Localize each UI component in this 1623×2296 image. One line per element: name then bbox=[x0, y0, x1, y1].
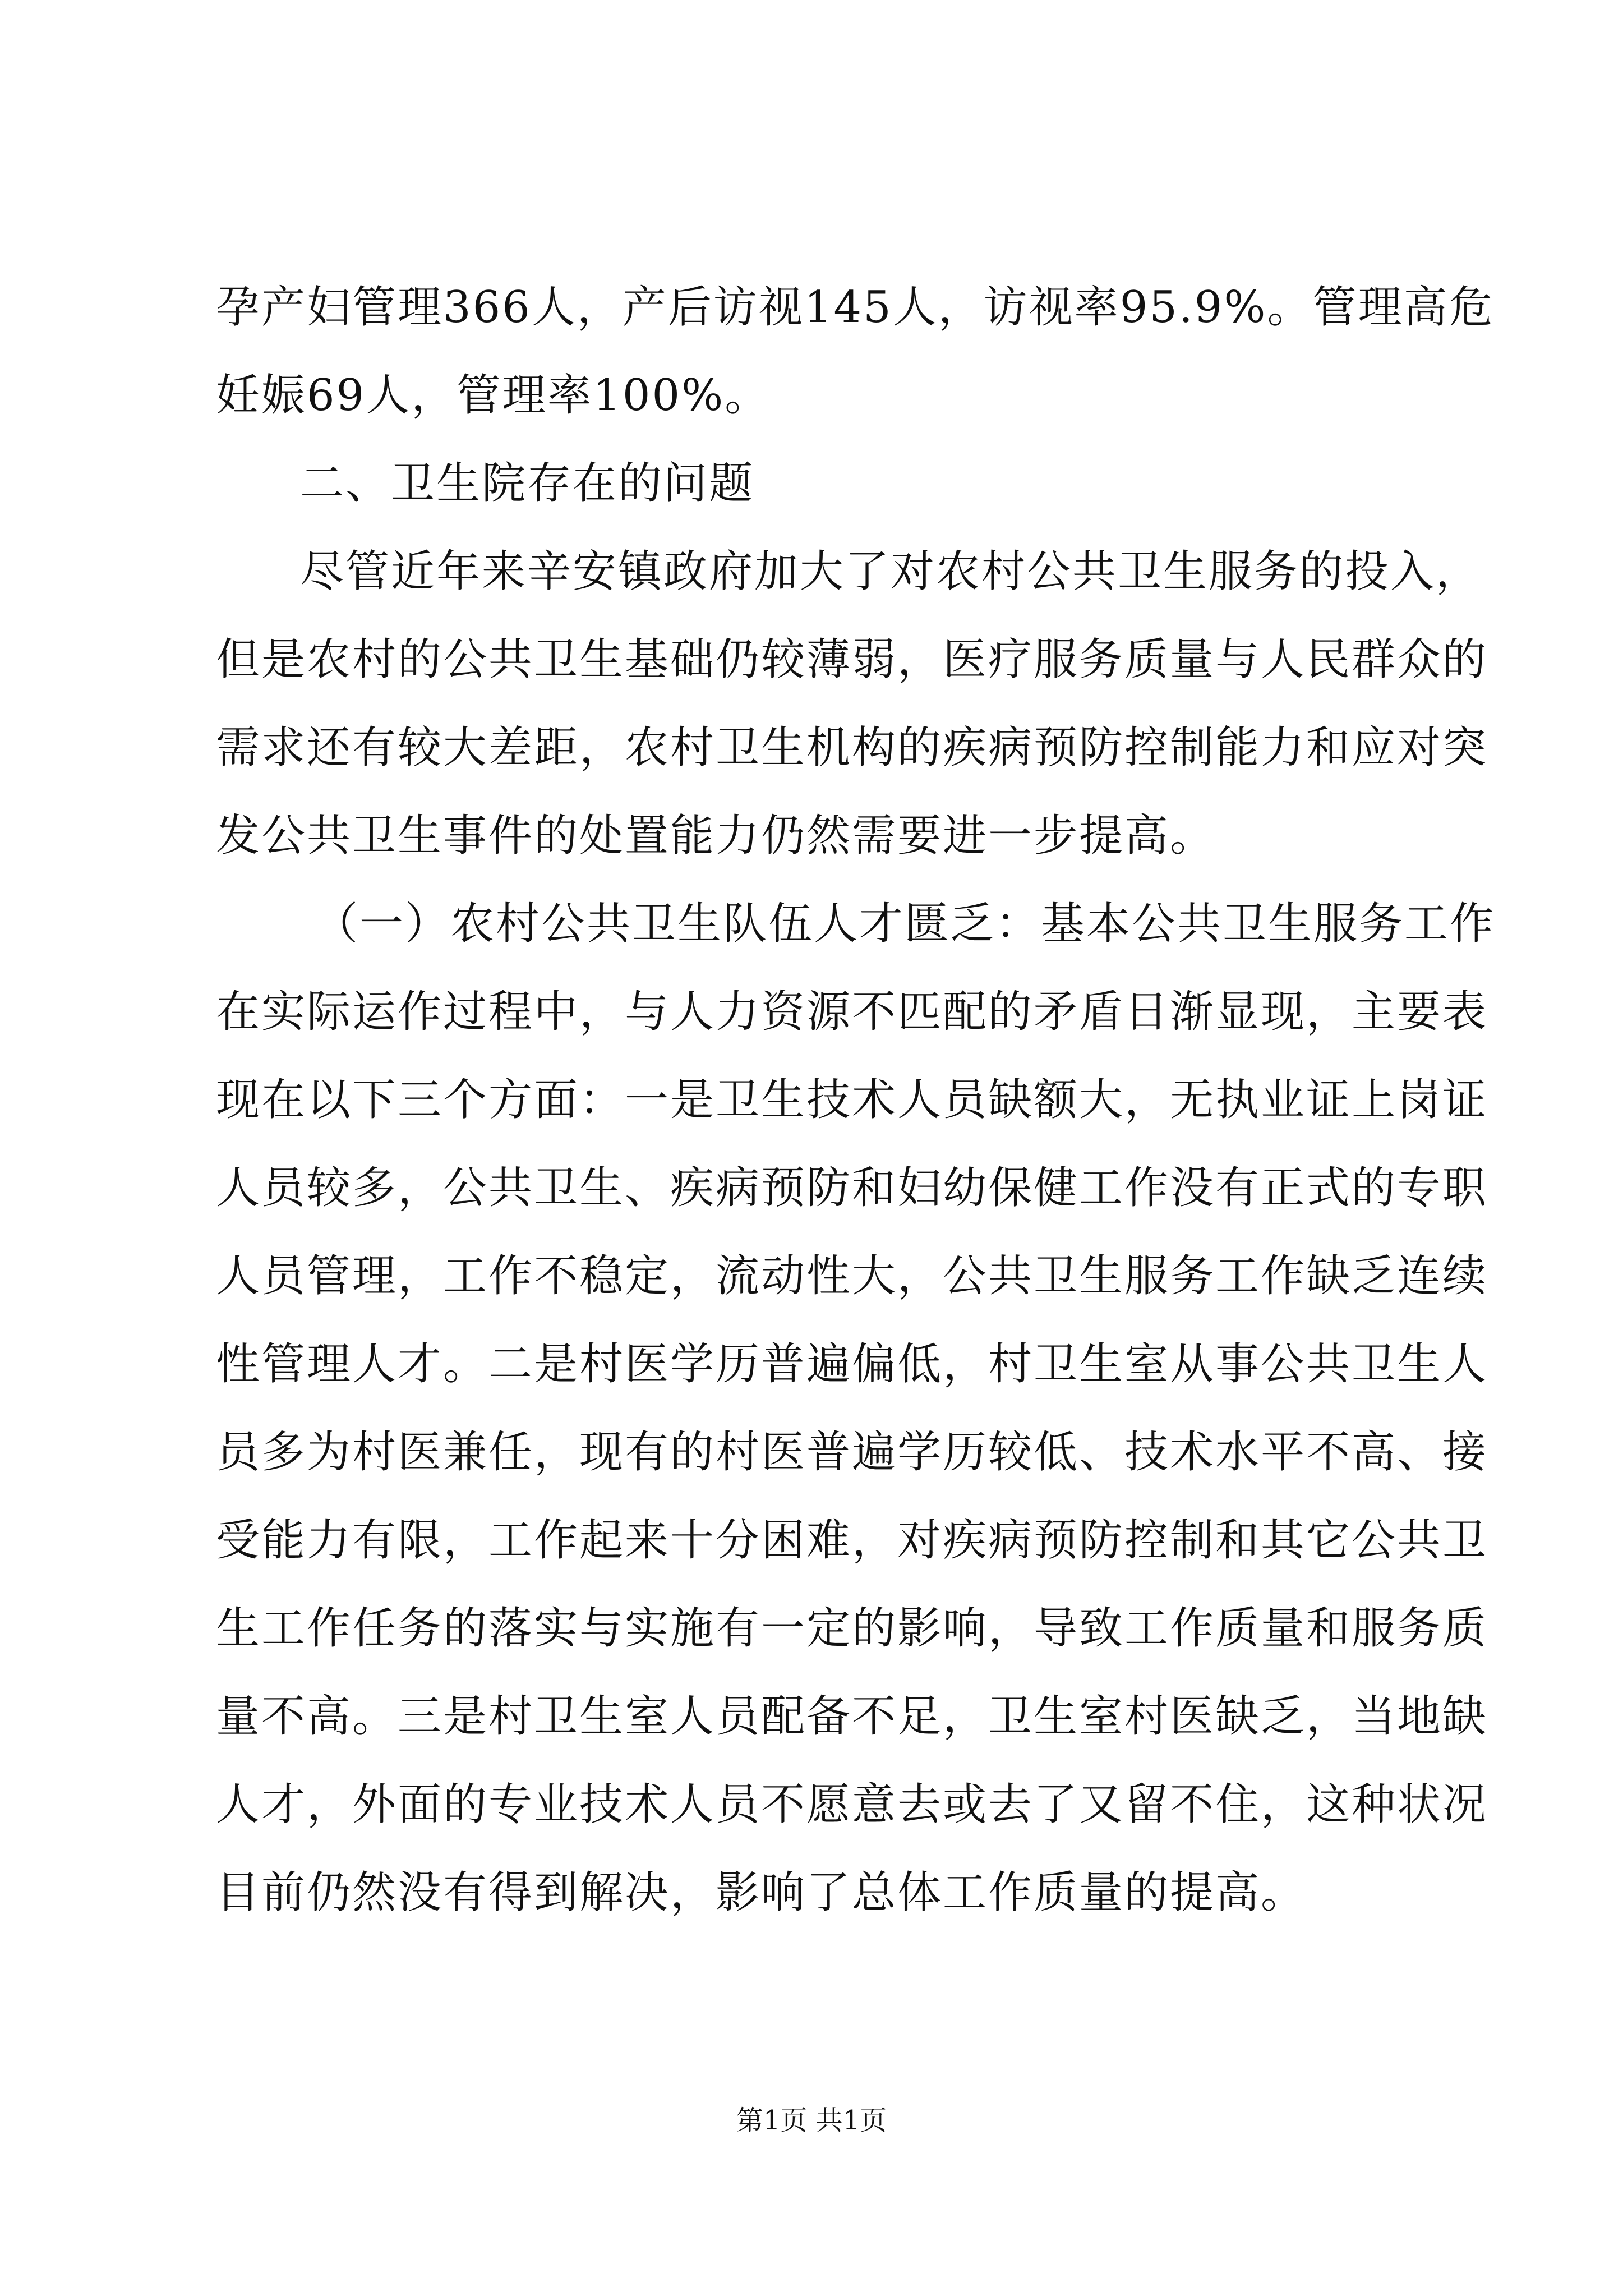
subsection-heading-line: （一）农村公共卫生队伍人才匮乏：基本公共卫生服务工作 bbox=[314, 899, 1496, 949]
text-line: 但是农村的公共卫生基础仍较薄弱，医疗服务质量与人民群众的 bbox=[216, 634, 1488, 685]
section-heading: 二、卫生院存在的问题 bbox=[300, 458, 755, 509]
text-line: 生工作任务的落实与实施有一定的影响，导致工作质量和服务质 bbox=[216, 1603, 1488, 1654]
page-number-footer: 第1页 共1页 bbox=[736, 2105, 887, 2136]
text-line: 受能力有限，工作起来十分困难，对疾病预防控制和其它公共卫 bbox=[216, 1515, 1488, 1566]
text-line: 妊娠69人，管理率100%。 bbox=[216, 370, 771, 421]
text-line: 现在以下三个方面：一是卫生技术人员缺额大，无执业证上岗证 bbox=[216, 1075, 1488, 1125]
text-line: 需求还有较大差距，农村卫生机构的疾病预防控制能力和应对突 bbox=[216, 723, 1488, 773]
text-line: 目前仍然没有得到解决，影响了总体工作质量的提高。 bbox=[216, 1867, 1307, 1918]
text-line: 人才，外面的专业技术人员不愿意去或去了又留不住，这种状况 bbox=[216, 1779, 1488, 1830]
text-line: 人员管理，工作不稳定，流动性大，公共卫生服务工作缺乏连续 bbox=[216, 1251, 1488, 1301]
text-line: 性管理人才。二是村医学历普遍偏低，村卫生室从事公共卫生人 bbox=[216, 1339, 1488, 1389]
text-line: 员多为村医兼任，现有的村医普遍学历较低、技术水平不高、接 bbox=[216, 1427, 1488, 1478]
text-line: 在实际运作过程中，与人力资源不匹配的矛盾日渐显现，主要表 bbox=[216, 987, 1488, 1037]
text-line: 量不高。三是村卫生室人员配备不足，卫生室村医缺乏，当地缺 bbox=[216, 1691, 1488, 1742]
text-line: 发公共卫生事件的处置能力仍然需要进一步提高。 bbox=[216, 811, 1216, 861]
text-line: 孕产妇管理366人，产后访视145人，访视率95.9%。管理高危 bbox=[216, 282, 1495, 333]
text-line: 尽管近年来辛安镇政府加大了对农村公共卫生服务的投入， bbox=[300, 546, 1482, 597]
document-body bbox=[216, 264, 1496, 1937]
text-line: 人员较多，公共卫生、疾病预防和妇幼保健工作没有正式的专职 bbox=[216, 1163, 1488, 1213]
